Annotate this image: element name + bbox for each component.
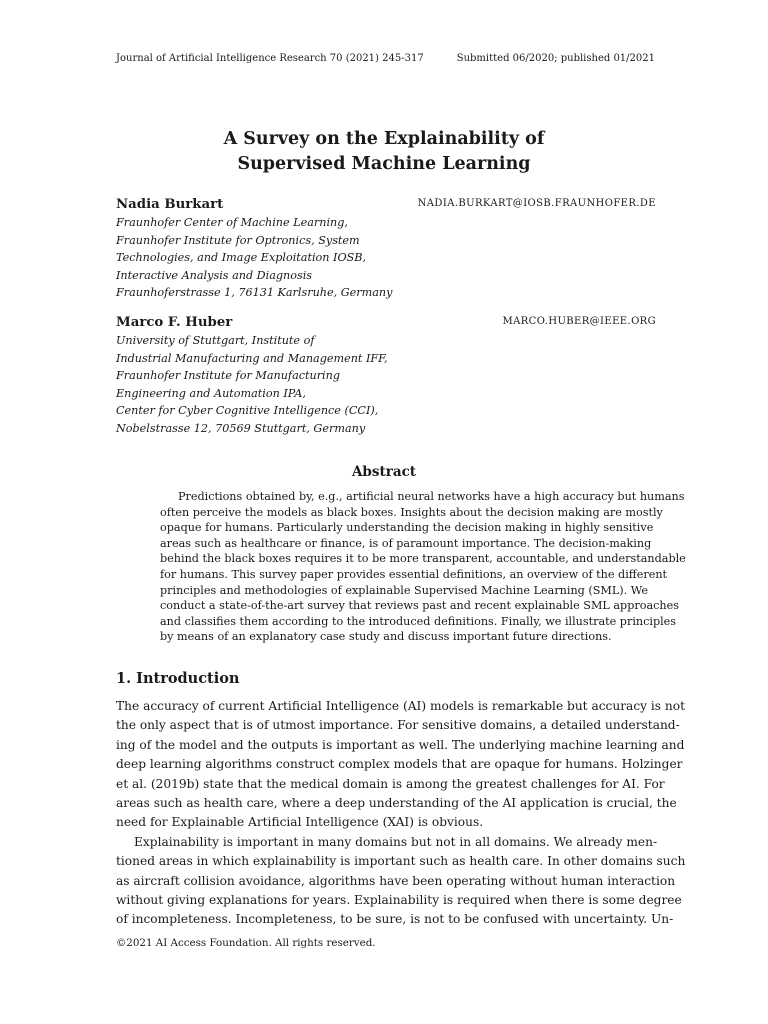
body-line: as aircraft collision avoidance, algorithms have been operating without human interaction bbox=[116, 873, 676, 888]
abstract-line: areas such as healthcare or finance, is of paramount importance. The decision-making bbox=[160, 536, 652, 550]
body-line: ing of the model and the outputs is important as well. The underlying machine learning and bbox=[116, 737, 685, 752]
abstract-line: often perceive the models as black boxes. Insights about the decision making are mostly bbox=[160, 505, 663, 519]
affiliation-line: Fraunhofer Institute for Optronics, System bbox=[116, 233, 360, 247]
abstract-body bbox=[160, 489, 686, 645]
submission-dates: Submitted 06/2020; published 01/2021 bbox=[456, 53, 655, 64]
affiliation-line: University of Stuttgart, Institute of bbox=[116, 334, 315, 347]
abstract-line: opaque for humans. Particularly understanding the decision making in highly sensitive bbox=[160, 521, 654, 535]
body-line: without giving explanations for years. Explainability is required when there is some degree bbox=[116, 893, 682, 908]
title-line-1: A Survey on the Explainability of bbox=[223, 129, 545, 149]
abstract-line: and classifies them according to the introduced definitions. Finally, we illustrate principles bbox=[160, 614, 677, 628]
affiliation-line: Fraunhoferstrasse 1, 76131 Karlsruhe, Germany bbox=[116, 286, 393, 300]
body-line: et al. (2019b) state that the medical domain is among the greatest challenges for AI. For bbox=[116, 776, 665, 791]
affiliation-line: Fraunhofer Institute for Manufacturing bbox=[116, 369, 340, 383]
abstract-heading: Abstract bbox=[351, 464, 417, 480]
body-line: of incompleteness. Incompleteness, to be sure, is not to be confused with uncertainty. Un- bbox=[116, 912, 674, 927]
body-line: areas such as health care, where a deep understanding of the AI application is crucial, the bbox=[116, 796, 677, 811]
introduction-body bbox=[116, 697, 686, 930]
abstract-line: for humans. This survey paper provides essential definitions, an overview of the different bbox=[160, 567, 668, 581]
abstract-line: by means of an explanatory case study and discuss important future directions. bbox=[160, 630, 612, 644]
author-block-1 bbox=[116, 196, 656, 302]
copyright-footer: ©2021 AI Access Foundation. All rights reserved. bbox=[116, 937, 376, 949]
body-line: tioned areas in which explainability is important such as health care. In other domains such bbox=[116, 854, 686, 869]
author-name: Nadia Burkart bbox=[116, 197, 224, 212]
body-line: the only aspect that is of utmost importance. For sensitive domains, a detailed understand- bbox=[116, 718, 680, 733]
abstract-line: conduct a state-of-the-art survey that reviews past and recent explainable SML approaches bbox=[160, 599, 679, 613]
abstract-line: behind the black boxes requires it to be more transparent, accountable, and understandable bbox=[160, 552, 686, 566]
abstract-line: principles and methodologies of explainable Supervised Machine Learning (SML). We bbox=[160, 583, 648, 597]
journal-header: Journal of Artificial Intelligence Research 70 (2021) 245-317 bbox=[116, 53, 424, 64]
author-block-2 bbox=[116, 314, 656, 438]
paper-title bbox=[0, 127, 768, 177]
body-line: Explainability is important in many domains but not in all domains. We already men- bbox=[134, 834, 658, 849]
author-email: MARCO.HUBER@IEEE.ORG bbox=[502, 316, 656, 327]
body-line: deep learning algorithms construct complex models that are opaque for humans. Holzinger bbox=[116, 757, 683, 772]
affiliation-line: Center for Cyber Cognitive Intelligence (CCI), bbox=[116, 404, 379, 418]
affiliation-line: Engineering and Automation IPA, bbox=[116, 386, 306, 400]
author-email: NADIA.BURKART@IOSB.FRAUNHOFER.DE bbox=[417, 198, 656, 209]
affiliation-line: Nobelstrasse 12, 70569 Stuttgart, Germany bbox=[116, 421, 366, 435]
section-heading-introduction: 1. Introduction bbox=[116, 670, 240, 687]
affiliation-line: Interactive Analysis and Diagnosis bbox=[116, 268, 313, 282]
author-name: Marco F. Huber bbox=[116, 315, 233, 330]
body-line: The accuracy of current Artificial Intelligence (AI) models is remarkable but accuracy is not bbox=[116, 699, 686, 713]
title-line-2: Supervised Machine Learning bbox=[237, 154, 531, 174]
affiliation-line: Technologies, and Image Exploitation IOSB, bbox=[116, 251, 367, 265]
abstract-line: Predictions obtained by, e.g., artificial neural networks have a high accuracy but humans bbox=[178, 490, 685, 503]
affiliation-line: Industrial Manufacturing and Management IFF, bbox=[116, 351, 388, 365]
affiliation-line: Fraunhofer Center of Machine Learning, bbox=[116, 216, 348, 229]
body-line: need for Explainable Artificial Intelligence (XAI) is obvious. bbox=[116, 815, 484, 830]
